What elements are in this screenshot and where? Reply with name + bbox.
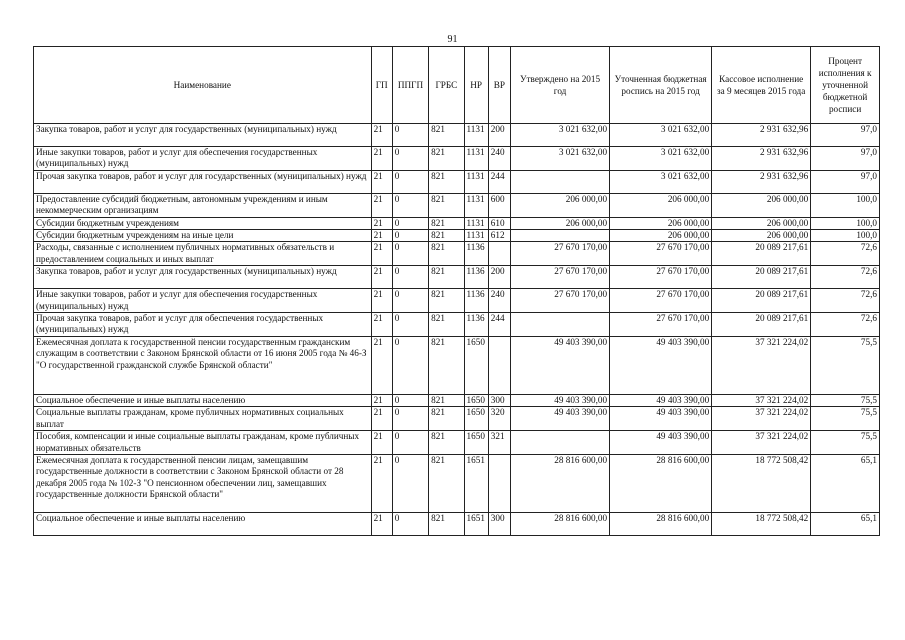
cell-percent: 65,1 [811,512,880,535]
cell-refined: 27 670 170,00 [610,266,712,289]
cell-ppgp: 0 [392,242,428,266]
cell-refined: 3 021 632,00 [610,124,712,147]
cell-vr: 610 [488,217,510,229]
header-row [34,47,880,124]
cell-gp: 21 [371,313,392,337]
header-np: НР [464,47,488,124]
cell-ppgp: 0 [392,313,428,337]
cell-cash: 2 931 632,96 [712,170,811,193]
table-row [34,431,880,455]
header-approved: Утверждено на 2015 год [511,47,610,124]
cell-vr: 600 [488,193,510,217]
header-name: Наименование [34,47,372,124]
cell-refined: 27 670 170,00 [610,242,712,266]
header-gp: ГП [371,47,392,124]
cell-approved: 49 403 390,00 [511,336,610,394]
cell-percent: 75,5 [811,336,880,394]
cell-vr: 244 [488,170,510,193]
cell-vr [488,242,510,266]
header-refined: Уточненная бюджетная роспись на 2015 год [610,47,712,124]
table-row [34,289,880,313]
cell-name: Пособия, компенсации и иные социальные выплаты гражданам, кроме публичных нормативных обязательств [34,431,372,455]
cell-name: Субсидии бюджетным учреждениям на иные цели [34,230,372,242]
cell-cash: 18 772 508,42 [712,454,811,512]
cell-percent: 100,0 [811,193,880,217]
cell-vr: 300 [488,394,510,406]
cell-vr: 321 [488,431,510,455]
cell-name: Прочая закупка товаров, работ и услуг для государственных (муниципальных) нужд [34,170,372,193]
table-row [34,193,880,217]
cell-grbs: 821 [429,217,464,229]
cell-cash: 18 772 508,42 [712,512,811,535]
cell-percent: 100,0 [811,217,880,229]
table-row [34,407,880,431]
cell-grbs: 821 [429,124,464,147]
cell-np: 1131 [464,124,488,147]
cell-np: 1651 [464,512,488,535]
cell-np: 1651 [464,454,488,512]
cell-grbs: 821 [429,431,464,455]
budget-table [33,46,880,536]
cell-ppgp: 0 [392,454,428,512]
cell-name: Социальное обеспечение и иные выплаты населению [34,394,372,406]
cell-gp: 21 [371,124,392,147]
cell-cash: 37 321 224,02 [712,336,811,394]
cell-refined: 28 816 600,00 [610,512,712,535]
cell-grbs: 821 [429,394,464,406]
cell-refined: 3 021 632,00 [610,147,712,171]
cell-approved: 49 403 390,00 [511,407,610,431]
cell-percent: 72,6 [811,289,880,313]
cell-vr [488,336,510,394]
cell-vr [488,454,510,512]
cell-gp: 21 [371,230,392,242]
cell-gp: 21 [371,431,392,455]
cell-refined: 206 000,00 [610,193,712,217]
header-ppgp: ППГП [392,47,428,124]
cell-gp: 21 [371,242,392,266]
cell-approved: 3 021 632,00 [511,124,610,147]
cell-ppgp: 0 [392,193,428,217]
cell-vr: 300 [488,512,510,535]
cell-approved: 3 021 632,00 [511,147,610,171]
cell-grbs: 821 [429,242,464,266]
cell-grbs: 821 [429,407,464,431]
table-row [34,454,880,512]
cell-name: Расходы, связанные с исполнением публичных нормативных обязательств и предоставлением социальных и иных выплат [34,242,372,266]
cell-ppgp: 0 [392,266,428,289]
cell-ppgp: 0 [392,170,428,193]
table-row [34,124,880,147]
cell-refined: 49 403 390,00 [610,336,712,394]
cell-ppgp: 0 [392,431,428,455]
cell-ppgp: 0 [392,394,428,406]
cell-name: Иные закупки товаров, работ и услуг для обеспечения государственных (муниципальных) нужд [34,147,372,171]
cell-refined: 27 670 170,00 [610,313,712,337]
cell-refined: 3 021 632,00 [610,170,712,193]
cell-name: Иные закупки товаров, работ и услуг для обеспечения государственных (муниципальных) нужд [34,289,372,313]
cell-approved [511,170,610,193]
cell-vr: 200 [488,124,510,147]
cell-ppgp: 0 [392,230,428,242]
table-body [34,124,880,536]
cell-np: 1131 [464,170,488,193]
page-number: 91 [447,34,458,45]
cell-ppgp: 0 [392,289,428,313]
cell-cash: 20 089 217,61 [712,266,811,289]
cell-name: Социальные выплаты гражданам, кроме публичных нормативных социальных выплат [34,407,372,431]
cell-name: Ежемесячная доплата к государственной пенсии государственным гражданским служащим в соответствии с Законом Брянской области от 16 июня 2005 года № 46-З "О государственной гражданской службе Брянской области" [34,336,372,394]
cell-np: 1136 [464,313,488,337]
cell-cash: 206 000,00 [712,230,811,242]
table-row [34,230,880,242]
cell-approved: 206 000,00 [511,193,610,217]
cell-approved [511,230,610,242]
cell-grbs: 821 [429,336,464,394]
cell-ppgp: 0 [392,407,428,431]
table-row [34,266,880,289]
table-row [34,512,880,535]
cell-gp: 21 [371,193,392,217]
cell-grbs: 821 [429,512,464,535]
cell-ppgp: 0 [392,217,428,229]
cell-np: 1131 [464,193,488,217]
header-percent: Процент исполнения к уточненной бюджетной росписи [811,47,880,124]
cell-name: Закупка товаров, работ и услуг для государственных (муниципальных) нужд [34,124,372,147]
table-row [34,336,880,394]
cell-approved: 28 816 600,00 [511,454,610,512]
cell-refined: 28 816 600,00 [610,454,712,512]
cell-cash: 2 931 632,96 [712,124,811,147]
cell-name: Предоставление субсидий бюджетным, автономным учреждениям и иным некоммерческим организациям [34,193,372,217]
cell-cash: 20 089 217,61 [712,289,811,313]
cell-name: Ежемесячная доплата к государственной пенсии лицам, замещавшим государственные должности в соответствии с Законом Брянской области от 28 декабря 2005 года № 102-З "О пенсионном обеспечении лиц, замещавших государственные должности Брянской области" [34,454,372,512]
cell-cash: 20 089 217,61 [712,313,811,337]
cell-approved [511,431,610,455]
cell-cash: 20 089 217,61 [712,242,811,266]
cell-refined: 27 670 170,00 [610,289,712,313]
cell-vr: 244 [488,313,510,337]
cell-percent: 65,1 [811,454,880,512]
cell-ppgp: 0 [392,147,428,171]
header-vr: ВР [488,47,510,124]
cell-grbs: 821 [429,147,464,171]
cell-cash: 37 321 224,02 [712,394,811,406]
table-row [34,170,880,193]
cell-vr: 320 [488,407,510,431]
cell-grbs: 821 [429,313,464,337]
cell-approved: 28 816 600,00 [511,512,610,535]
cell-percent: 72,6 [811,242,880,266]
cell-grbs: 821 [429,289,464,313]
cell-refined: 49 403 390,00 [610,407,712,431]
cell-ppgp: 0 [392,512,428,535]
cell-gp: 21 [371,289,392,313]
cell-refined: 49 403 390,00 [610,394,712,406]
cell-grbs: 821 [429,230,464,242]
table-row [34,147,880,171]
cell-cash: 206 000,00 [712,193,811,217]
cell-name: Социальное обеспечение и иные выплаты населению [34,512,372,535]
table-row [34,394,880,406]
cell-np: 1650 [464,394,488,406]
cell-percent: 97,0 [811,170,880,193]
cell-refined: 49 403 390,00 [610,431,712,455]
cell-np: 1131 [464,230,488,242]
cell-vr: 200 [488,266,510,289]
cell-percent: 72,6 [811,313,880,337]
cell-gp: 21 [371,407,392,431]
cell-np: 1136 [464,289,488,313]
cell-gp: 21 [371,170,392,193]
table-row [34,217,880,229]
cell-cash: 2 931 632,96 [712,147,811,171]
cell-grbs: 821 [429,266,464,289]
cell-cash: 37 321 224,02 [712,431,811,455]
cell-approved: 27 670 170,00 [511,242,610,266]
cell-grbs: 821 [429,454,464,512]
cell-vr: 240 [488,147,510,171]
cell-percent: 97,0 [811,124,880,147]
cell-approved: 27 670 170,00 [511,266,610,289]
header-grbs: ГРБС [429,47,464,124]
cell-np: 1131 [464,147,488,171]
cell-np: 1136 [464,266,488,289]
cell-percent: 97,0 [811,147,880,171]
cell-approved: 206 000,00 [511,217,610,229]
cell-np: 1650 [464,336,488,394]
cell-approved [511,313,610,337]
cell-refined: 206 000,00 [610,230,712,242]
cell-gp: 21 [371,336,392,394]
table-row [34,313,880,337]
cell-ppgp: 0 [392,124,428,147]
cell-percent: 75,5 [811,407,880,431]
cell-percent: 72,6 [811,266,880,289]
cell-percent: 75,5 [811,431,880,455]
header-cash: Кассовое исполнение за 9 месяцев 2015 года [712,47,811,124]
cell-approved: 49 403 390,00 [511,394,610,406]
cell-name: Прочая закупка товаров, работ и услуг для обеспечения государственных (муниципальных) нужд [34,313,372,337]
cell-np: 1650 [464,407,488,431]
cell-grbs: 821 [429,170,464,193]
cell-name: Субсидии бюджетным учреждениям [34,217,372,229]
cell-grbs: 821 [429,193,464,217]
cell-np: 1650 [464,431,488,455]
cell-ppgp: 0 [392,336,428,394]
cell-np: 1136 [464,242,488,266]
cell-approved: 27 670 170,00 [511,289,610,313]
cell-percent: 75,5 [811,394,880,406]
cell-gp: 21 [371,394,392,406]
cell-gp: 21 [371,266,392,289]
cell-gp: 21 [371,512,392,535]
cell-refined: 206 000,00 [610,217,712,229]
cell-vr: 240 [488,289,510,313]
cell-gp: 21 [371,217,392,229]
table-row [34,242,880,266]
cell-percent: 100,0 [811,230,880,242]
cell-gp: 21 [371,454,392,512]
cell-gp: 21 [371,147,392,171]
cell-vr: 612 [488,230,510,242]
cell-cash: 206 000,00 [712,217,811,229]
cell-name: Закупка товаров, работ и услуг для государственных (муниципальных) нужд [34,266,372,289]
cell-np: 1131 [464,217,488,229]
cell-cash: 37 321 224,02 [712,407,811,431]
